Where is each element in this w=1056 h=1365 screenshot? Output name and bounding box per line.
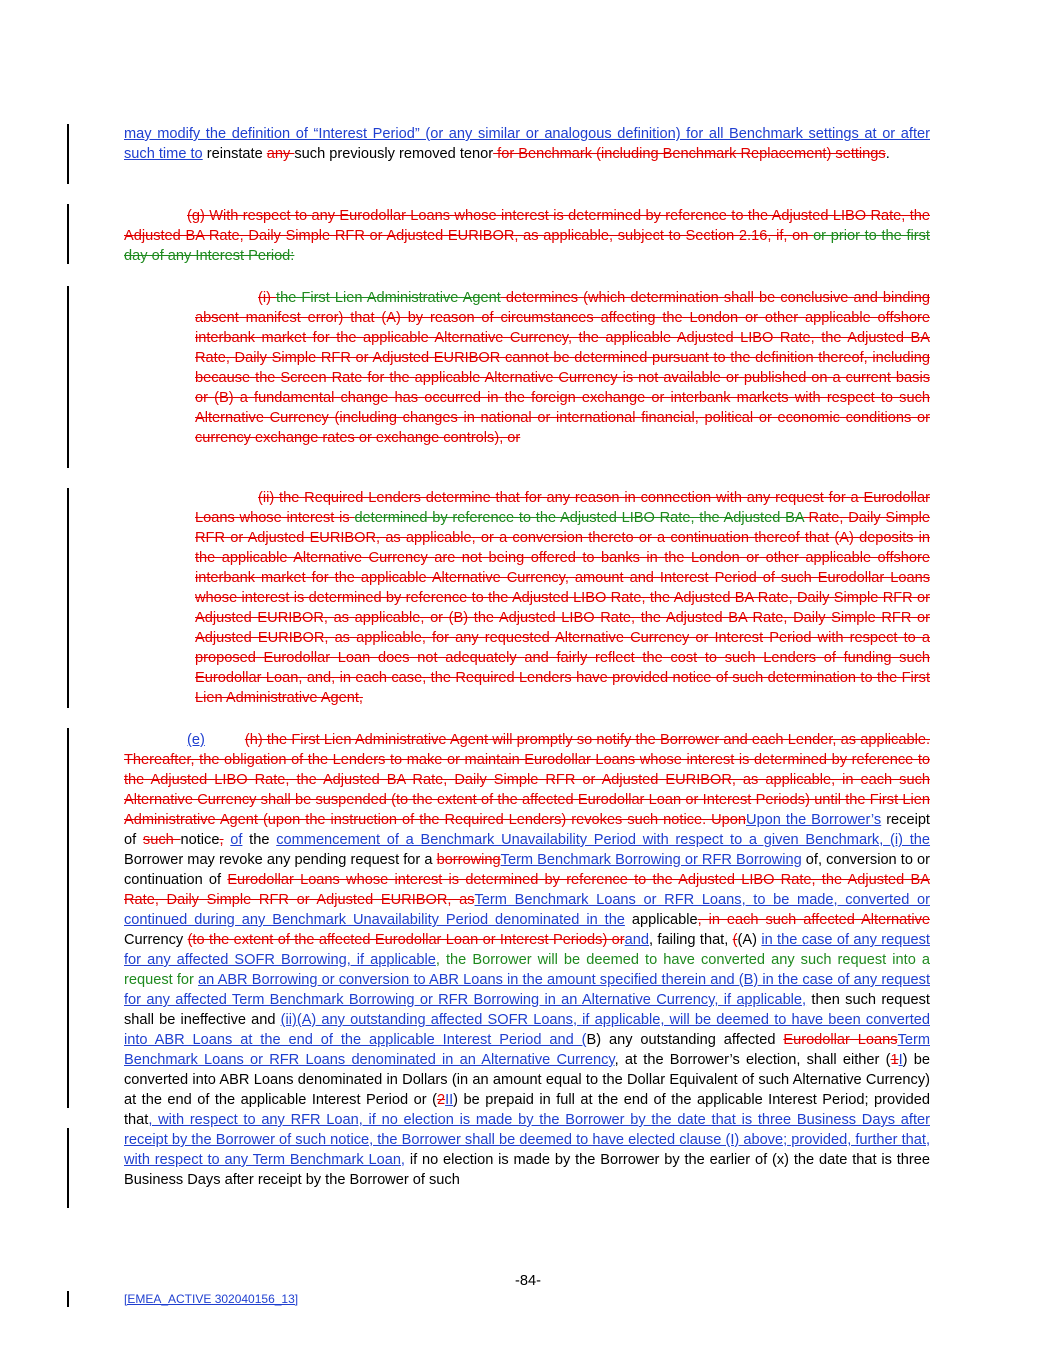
inserted-text: in the case of any request for any affected SOFR Borrowing, if applicable: [124, 932, 930, 968]
document-id: [EMEA_ACTIVE 302040156_13]: [124, 1292, 299, 1306]
change-bar: [67, 1291, 69, 1307]
inserted-text: Term Benchmark Loans or RFR Loans denominated in an Alternative Currency: [124, 1032, 930, 1068]
text: if no election is made by the Borrower by the earlier of (x) the date that is three Business Days after receipt by the Borrower of such: [124, 1152, 930, 1188]
text: , at the Borrower’s election, shall either (: [614, 1052, 891, 1068]
change-bar: [67, 204, 69, 264]
text: such previously removed tenor: [294, 146, 494, 162]
text: Currency: [124, 932, 188, 948]
moved-text: or prior to the first day of any Interest Period:: [124, 228, 930, 264]
deleted-text: Eurodollar Loans: [783, 1032, 898, 1048]
deleted-text: 2: [436, 1092, 446, 1108]
deleted-text: 1: [890, 1052, 899, 1068]
text: then such request shall be ineffective and: [124, 992, 930, 1028]
deleted-text: , in each such affected Alternative: [697, 912, 930, 928]
text: ) be prepaid in full at the end of the applicable Interest Period; provided that: [124, 1092, 930, 1128]
text: B) any outstanding affected: [586, 1032, 784, 1048]
text: .: [885, 146, 890, 162]
deleted-text: any: [266, 146, 295, 162]
text: ) be converted into ABR Loans denominated in Dollars (in an amount equal to the Dollar Equivalent of such Alternative Currency) at the end of the applicable Interest Period or (: [124, 1052, 930, 1108]
deleted-text: for Benchmark (including Benchmark Replacement) settings: [493, 146, 886, 162]
text: notice: [180, 832, 220, 848]
deleted-text: (to the extent of the affected Eurodollar Loan or Interest Periods) or: [187, 932, 625, 948]
deleted-text: borrowing: [436, 852, 501, 868]
paragraph-e: [124, 730, 930, 1190]
deleted-text: (g): [187, 208, 210, 224]
change-bar: [67, 728, 69, 1108]
text: Borrower may revoke any pending request for a: [124, 852, 437, 868]
paragraph-g: [124, 206, 930, 266]
inserted-text: , with respect to any RFR Loan, if no election is made by the Borrower by the date that is three Business Days after receipt by the Borrower of such notice, the Borrower shall be deemed to have elected clause (I) above; provided, further that, with respect to any Term Benchmark Loan,: [124, 1112, 930, 1168]
inserted-text: Term Benchmark Borrowing or RFR Borrowing: [500, 852, 802, 868]
deleted-text: ,: [219, 832, 224, 848]
deleted-text: determines (which determination shall be conclusive and binding absent manifest error) that (A) by reason of circumstances affecting the London or other applicable offshore interbank market for the applicable Alternative Currency, the applicable Adjusted LIBO Rate, the Adjusted BA Rate, Daily Simple RFR or Adjusted EURIBOR cannot be determined pursuant to the definition thereof, including because the Screen Rate for the applicable Alternative Currency is not available or published on a current basis or (B) a fundamental change has occurred in the foreign exchange or interbank markets with respect to such Alternative Currency (including changes in national or international financial, political or economic conditions or currency exchange rates or exchange controls), or: [195, 290, 930, 446]
deleted-text: (h) the First Lien Administrative Agent will promptly so notify the Borrower and each Lender, as applicable. Thereafter, the obligation of the Lenders to make or maintain Eurodollar Loans whose interest is determined by reference to the Adjusted LIBO Rate, the Adjusted BA Rate, Daily Simple RFR or Adjusted EURIBOR, as applicable, in each such Alternative Currency shall be suspended (to the extent of the affected Eurodollar Loan or Interest Periods) until the First Lien Administrative Agent (upon the instruction of the Required Lenders) revokes such notice. Upon: [124, 732, 930, 828]
inserted-text: may modify the definition of “Interest Period” (or any similar or analogous definition) for all Benchmark settings at or after such time to: [124, 126, 930, 162]
inserted-text: I: [898, 1052, 903, 1068]
text: , failing that,: [649, 932, 733, 948]
inserted-text: of: [230, 832, 243, 848]
section-number-e: (e): [187, 732, 205, 748]
change-bar: [67, 1128, 69, 1208]
paragraph-1: [124, 124, 930, 164]
deleted-text: (ii) the Required Lenders determine that for any reason in connection with any request for a Eurodollar Loans whose interest is: [195, 490, 930, 526]
deleted-text: With respect to any Eurodollar Loans whose interest is determined by reference to the Adjusted LIBO Rate, the Adjusted BA Rate, Daily Simple RFR or Adjusted EURIBOR, as applicable, subject to Section 2.16, if, on: [124, 208, 930, 244]
deleted-text: such: [142, 832, 181, 848]
inserted-text: commencement of a Benchmark Unavailability Period with respect to a given Benchmark, (i) the: [276, 832, 931, 848]
moved-text: , the Borrower will be deemed to have converted any such request into a request for: [124, 952, 930, 988]
text: (A): [737, 932, 762, 948]
text: the: [242, 832, 277, 848]
moved-text: determined by reference to the Adjusted LIBO Rate, the Adjusted BA: [354, 510, 804, 526]
deleted-text: Eurodollar Loans whose interest is determined by reference to the Adjusted LIBO Rate, the Adjusted BA Rate, Daily Simple RFR or Adjusted EURIBOR, as: [124, 872, 930, 908]
text: of, conversion to or continuation of: [124, 852, 930, 888]
text: applicable: [624, 912, 698, 928]
inserted-text: an ABR Borrowing or conversion to ABR Loans in the amount specified therein and (B) in the case of any request for any affected Term Benchmark Borrowing or RFR Borrowing in an Alternative Currency, if applicable,: [124, 972, 930, 1008]
paragraph-i: [195, 288, 930, 448]
paragraph-ii: [195, 488, 930, 708]
text: receipt of: [124, 812, 930, 848]
inserted-text: Term Benchmark Loans or RFR Loans, to be made, converted or continued during any Benchmark Unavailability Period denominated in the: [124, 892, 930, 928]
change-bar: [67, 124, 69, 184]
deleted-text: Rate, Daily Simple RFR or Adjusted EURIBOR, as applicable, or a conversion thereto or a continuation thereof that (A) deposits in the applicable Alternative Currency are not being offered to banks in the London or other applicable offshore interbank market for the applicable Alternative Currency, amount and Interest Period of such Eurodollar Loans whose interest is determined by reference to the Adjusted LIBO Rate, the Adjusted BA Rate, Daily Simple RFR or Adjusted EURIBOR, as applicable, or (B) the Adjusted LIBO Rate, the Adjusted BA Rate, Daily Simple RFR or Adjusted EURIBOR, as applicable, for any requested Alternative Currency or Interest Period with respect to a proposed Eurodollar Loan does not adequately and fairly reflect the cost to such Lenders of funding such Eurodollar Loan, and, in each case, the Required Lenders have provided notice of such determination to the First Lien Administrative Agent,: [195, 510, 931, 706]
moved-text: the First Lien Administrative Agent: [276, 290, 501, 306]
change-bar: [67, 286, 69, 468]
page-number: -84-: [515, 1273, 541, 1289]
inserted-text: II: [445, 1092, 454, 1108]
text: reinstate: [202, 146, 267, 162]
inserted-text: (ii)(A) any outstanding affected SOFR Loans, if applicable, will be deemed to have been converted into ABR Loans at the end of the applicable Interest Period and (: [124, 1012, 930, 1048]
deleted-text: (i): [258, 290, 277, 306]
inserted-text: Upon the Borrower’s: [746, 812, 882, 828]
change-bar: [67, 488, 69, 708]
inserted-text: and: [624, 932, 649, 948]
deleted-text: (: [732, 932, 738, 948]
